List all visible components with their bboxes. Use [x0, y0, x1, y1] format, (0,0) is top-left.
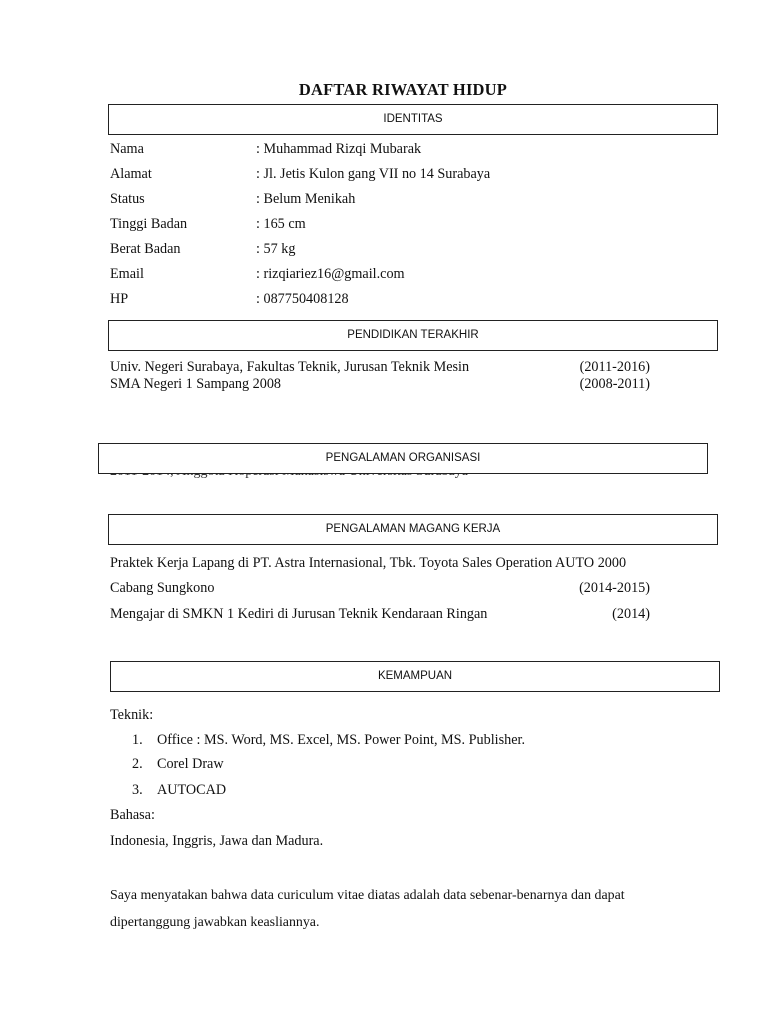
identity-value-hp: : 087750408128	[256, 291, 349, 307]
skills-bahasa-label: Bahasa:	[110, 807, 155, 823]
internship-years-2: (2014)	[612, 606, 650, 622]
statement-line-1: Saya menyatakan bahwa data curiculum vitae diatas adalah data sebenar-benarnya dan dapat	[110, 888, 625, 903]
identity-value-email: : rizqiariez16@gmail.com	[256, 266, 405, 282]
education-years-1: (2011-2016)	[579, 359, 650, 375]
identity-label-nama: Nama	[110, 141, 144, 157]
identity-label-email: Email	[110, 266, 144, 282]
identity-value-nama: : Muhammad Rizqi Mubarak	[256, 141, 422, 157]
skills-item-2: Corel Draw	[157, 756, 224, 772]
identity-label-alamat: Alamat	[110, 166, 152, 182]
identity-label-status: Status	[110, 191, 145, 207]
education-item-2: SMA Negeri 1 Sampang 2008	[110, 376, 282, 392]
internship-line-1: Praktek Kerja Lapang di PT. Astra Internasional, Tbk. Toyota Sales Operation AUTO 2000	[110, 555, 627, 571]
section-header-pendidikan: PENDIDIKAN TERAKHIR	[108, 320, 718, 351]
section-header-organisasi: PENGALAMAN ORGANISASI	[98, 443, 708, 474]
identity-value-status: : Belum Menikah	[256, 191, 356, 207]
identity-label-tinggi: Tinggi Badan	[110, 216, 188, 232]
skills-item-1: Office : MS. Word, MS. Excel, MS. Power Point, MS. Publisher.	[157, 732, 526, 748]
identity-label-hp: HP	[110, 291, 129, 307]
section-header-magang: PENGALAMAN MAGANG KERJA	[108, 514, 718, 545]
section-header-kemampuan: KEMAMPUAN	[110, 661, 720, 692]
skills-item-number-3: 3.	[132, 782, 143, 798]
identity-value-berat: : 57 kg	[256, 241, 296, 257]
identity-label-berat: Berat Badan	[110, 241, 181, 257]
identity-value-tinggi: : 165 cm	[256, 216, 306, 232]
education-years-2: (2008-2011)	[579, 376, 650, 392]
skills-item-3: AUTOCAD	[157, 782, 227, 798]
internship-years-1: (2014-2015)	[579, 580, 650, 596]
skills-item-number-1: 1.	[132, 732, 143, 748]
document-title: DAFTAR RIWAYAT HIDUP	[298, 80, 508, 99]
internship-line-2: Cabang Sungkono	[110, 580, 215, 596]
skills-item-number-2: 2.	[132, 756, 143, 772]
identity-value-alamat: : Jl. Jetis Kulon gang VII no 14 Surabaya	[256, 166, 491, 182]
skills-teknik-label: Teknik:	[110, 707, 154, 723]
statement-line-2: dipertanggung jawabkan keasliannya.	[110, 915, 320, 930]
internship-line-3: Mengajar di SMKN 1 Kediri di Jurusan Teknik Kendaraan Ringan	[110, 606, 488, 622]
section-header-identitas: IDENTITAS	[108, 104, 718, 135]
education-item-1: Univ. Negeri Surabaya, Fakultas Teknik, Jurusan Teknik Mesin	[110, 359, 470, 375]
skills-bahasa-value: Indonesia, Inggris, Jawa dan Madura.	[110, 833, 324, 849]
